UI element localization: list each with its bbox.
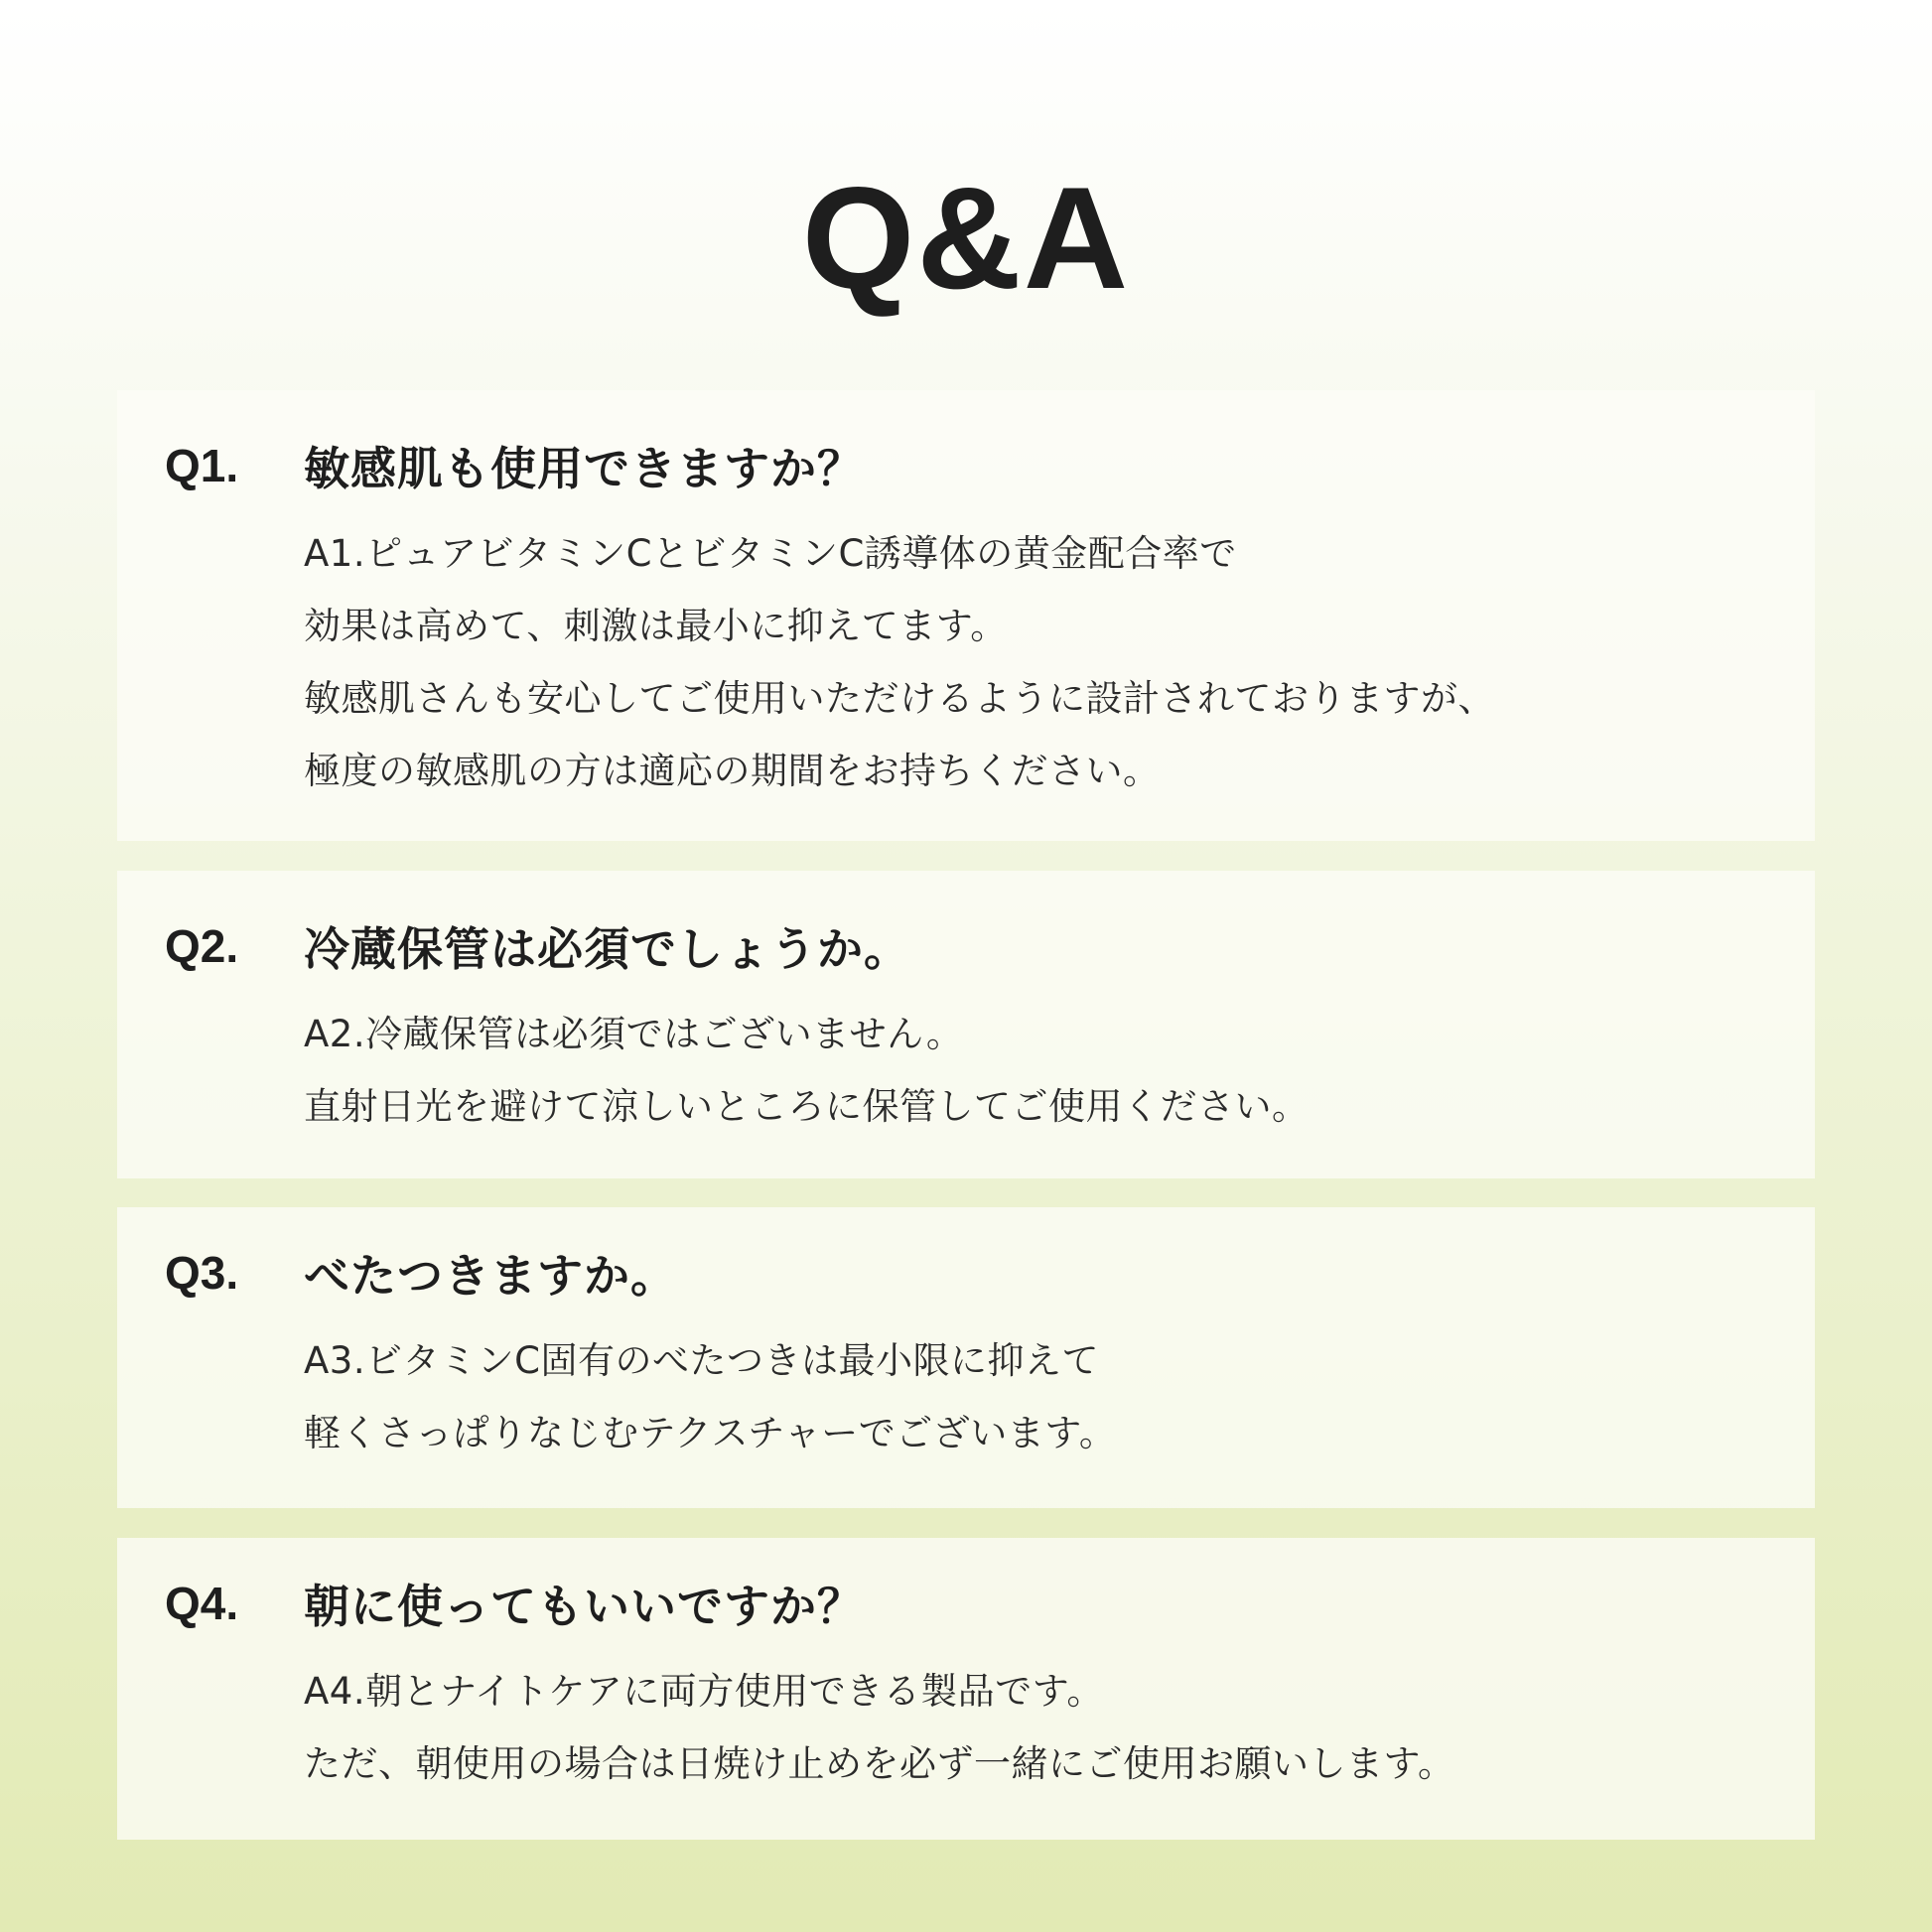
question-text: 冷蔵保管は必須でしょうか。 [304, 922, 910, 976]
question-number: Q1. [165, 440, 239, 491]
question-row [165, 1243, 677, 1303]
page-title: Q&A [801, 157, 1131, 319]
qa-card-3 [117, 1207, 1815, 1508]
question-row [165, 1574, 864, 1633]
question-row [165, 436, 864, 495]
answer-text [304, 517, 1495, 807]
answer-line: 効果は高めて、刺激は最小に抑えてます。 [304, 605, 1008, 647]
question-text: 敏感肌も使用できますか？ [304, 442, 864, 495]
question-text: べたつきますか。 [304, 1249, 677, 1303]
qa-card-4 [117, 1538, 1815, 1840]
qa-card-1 [117, 390, 1815, 841]
answer-line: ただ、朝使用の場合は日焼け止めを必ず一緒にご使用お願いします。 [304, 1742, 1455, 1785]
question-text: 朝に使ってもいいですか？ [304, 1580, 864, 1633]
question-number: Q3. [165, 1247, 239, 1299]
answer-line: 軽くさっぱりなじむテクスチャーでございます。 [304, 1412, 1117, 1454]
answer-line: A1.ピュアビタミンCとビタミンC誘導体の黄金配合率で [304, 532, 1237, 575]
answer-line: 極度の敏感肌の方は適応の期間をお持ちください。 [304, 750, 1161, 792]
answer-line: 直射日光を避けて涼しいところに保管してご使用ください。 [304, 1085, 1310, 1128]
answer-text [304, 1324, 1116, 1469]
answer-line: A2.冷蔵保管は必須ではございません。 [304, 1013, 964, 1055]
question-number: Q2. [165, 920, 239, 972]
answer-line: A4.朝とナイトケアに両方使用できる製品です。 [304, 1670, 1104, 1713]
answer-text [304, 998, 1310, 1143]
qa-card-2 [117, 871, 1815, 1178]
answer-line: A3.ビタミンC固有のべたつきは最小限に抑えて [304, 1339, 1099, 1382]
question-number: Q4. [165, 1578, 239, 1629]
question-row [165, 916, 910, 976]
answer-line: 敏感肌さんも安心してご使用いただけるように設計されておりますが、 [304, 677, 1495, 720]
answer-text [304, 1655, 1455, 1800]
